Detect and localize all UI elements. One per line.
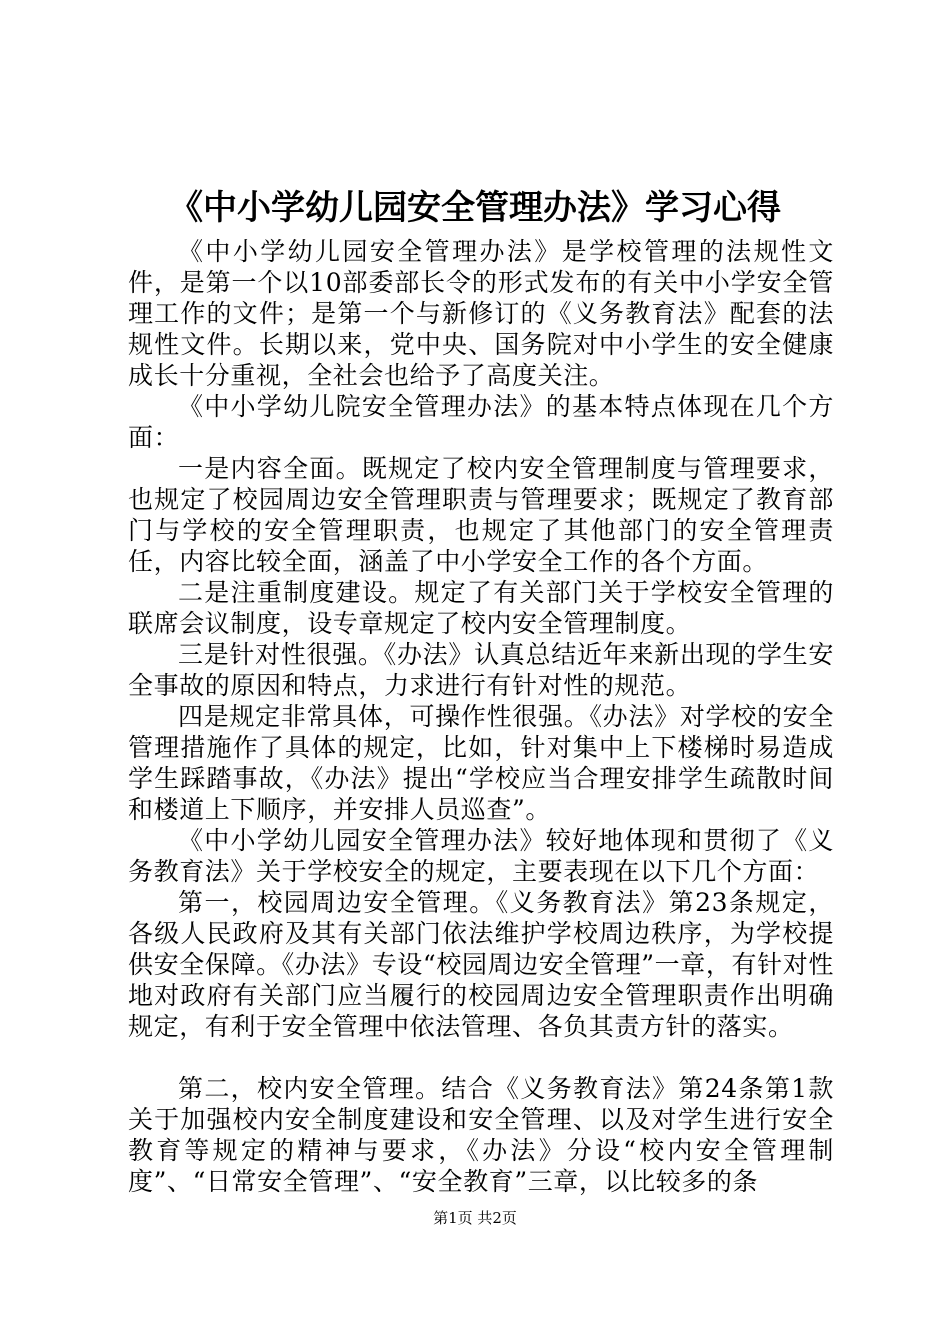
- paragraph-7: 《中小学幼儿园安全管理办法》较好地体现和贯彻了《义务教育法》关于学校安全的规定，主要表现在以下几个方面：: [128, 826, 834, 886]
- paragraph-9: 第二，校内安全管理。结合《义务教育法》第24条第1款关于加强校内安全制度建设和安全管理、以及对学生进行安全教育等规定的精神与要求，《办法》分设“校内安全管理制度”、“日常安全管理”、“安全教育”三章，以比较多的条: [128, 1074, 834, 1196]
- paragraph-5: 三是针对性很强。《办法》认真总结近年来新出现的学生安全事故的原因和特点，力求进行有针对性的规范。: [128, 640, 834, 700]
- paragraph-4: 二是注重制度建设。规定了有关部门关于学校安全管理的联席会议制度，设专章规定了校内安全管理制度。: [128, 578, 834, 638]
- document-title: 《中小学幼儿园安全管理办法》学习心得: [169, 188, 781, 228]
- paragraph-8: 第一，校园周边安全管理。《义务教育法》第23条规定，各级人民政府及其有关部门依法维护学校周边秩序，为学校提供安全保障。《办法》专设“校园周边安全管理”一章，有针对性地对政府有关部门应当履行的校园周边安全管理职责作出明确规定，有利于安全管理中依法管理、各负其责方针的落实。: [128, 888, 834, 1041]
- paragraph-2: 《中小学幼儿院安全管理办法》的基本特点体现在几个方面：: [128, 392, 834, 452]
- paragraph-3: 一是内容全面。既规定了校内安全管理制度与管理要求，也规定了校园周边安全管理职责与管理要求；既规定了教育部门与学校的安全管理职责，也规定了其他部门的安全管理责任，内容比较全面，涵盖了中小学安全工作的各个方面。: [128, 454, 834, 576]
- paragraph-1: 《中小学幼儿园安全管理办法》是学校管理的法规性文件，是第一个以10部委部长令的形式发布的有关中小学安全管理工作的文件；是第一个与新修订的《义务教育法》配套的法规性文件。长期以来，党中央、国务院对中小学生的安全健康成长十分重视，全社会也给予了高度关注。: [128, 237, 834, 390]
- document-body: [128, 236, 834, 1197]
- page-footer: 第1页 共2页: [433, 1209, 517, 1227]
- paragraph-6: 四是规定非常具体，可操作性很强。《办法》对学校的安全管理措施作了具体的规定，比如，针对集中上下楼梯时易造成学生踩踏事故，《办法》提出“学校应当合理安排学生疏散时间和楼道上下顺序，并安排人员巡查”。: [128, 702, 834, 824]
